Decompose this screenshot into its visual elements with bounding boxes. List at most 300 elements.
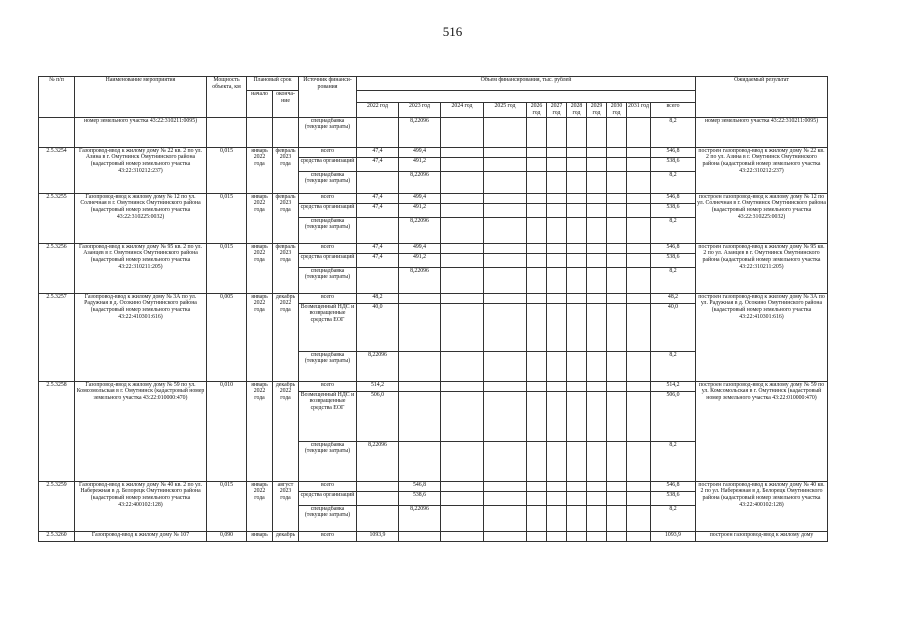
row-year-empty xyxy=(607,147,627,157)
row-name: Газопровод-ввод к жилому дому № 95 кв. 2 по ул. Азанцев в г. Омутнинск Омутнинского района (кадастровый номер земельного участка 43:22:310211:205) xyxy=(75,243,207,293)
row-year-empty xyxy=(587,147,607,157)
row-num: 2.5.3255 xyxy=(39,193,75,243)
row-num: 2.5.3257 xyxy=(39,293,75,381)
row-year-empty xyxy=(399,531,441,541)
row-year-empty xyxy=(607,531,627,541)
row-year-empty xyxy=(527,203,547,217)
row-year-empty xyxy=(441,381,484,391)
row-year-empty xyxy=(607,171,627,193)
continuation-row xyxy=(39,117,828,147)
row-power: 0,010 xyxy=(207,381,247,481)
row-total: 546,8 xyxy=(651,481,696,491)
row-name: Газопровод-ввод к жилому дому № 107 xyxy=(75,531,207,541)
row-year-empty xyxy=(567,193,587,203)
row-power: 0,015 xyxy=(207,243,247,293)
row-year-empty xyxy=(587,441,607,481)
row-year-empty xyxy=(441,505,484,531)
row-end: февраль 2023 года xyxy=(273,193,299,243)
row-year-empty xyxy=(627,157,651,171)
row-y2022: 8,22096 xyxy=(357,351,399,381)
row-name: Газопровод-ввод к жилому дому № 40 кв. 2 по ул. Набережная в д. Белорецк Омутнинского района (кадастровый номер земельного участка 43:22:400102:128) xyxy=(75,481,207,531)
row-y2022: 506,0 xyxy=(357,391,399,441)
row-year-empty xyxy=(527,267,547,293)
row-year-empty xyxy=(567,203,587,217)
table-row xyxy=(39,531,828,541)
row-year-empty xyxy=(441,193,484,203)
row-y2022: 47,4 xyxy=(357,193,399,203)
row-year-empty xyxy=(587,351,607,381)
row-year-empty xyxy=(527,441,547,481)
row-year-empty xyxy=(607,217,627,243)
row-year-empty xyxy=(627,481,651,491)
row-y2023: 546,8 xyxy=(399,481,441,491)
row-year-empty xyxy=(527,531,547,541)
row-y2022: 47,4 xyxy=(357,253,399,267)
row-num: 2.5.3254 xyxy=(39,147,75,193)
row-year-empty xyxy=(484,253,527,267)
row-end: август 2023 года xyxy=(273,481,299,531)
row-result: построен газопровод-ввод к жилому дому № 40 кв. 2 по ул. Набережная в д. Белорецк Омутнинского района (кадастровый номер земельного участка 43:22:400102:128) xyxy=(696,481,828,531)
row-name: Газопровод-ввод к жилому дому № 22 кв. 2 по ул. Азина в г. Омутнинск Омутнинского района (кадастровый номер земельного участка 43:22:310212:237) xyxy=(75,147,207,193)
row-year-empty xyxy=(441,391,484,441)
cont-y2023: 8,22096 xyxy=(399,117,441,147)
row-year-empty xyxy=(527,303,547,351)
row-year-empty xyxy=(587,267,607,293)
row-year-empty xyxy=(567,441,587,481)
row-y2022: 1093,9 xyxy=(357,531,399,541)
row-year-empty xyxy=(527,351,547,381)
row-year-empty xyxy=(607,203,627,217)
page-number: 516 xyxy=(442,24,463,39)
row-year-empty xyxy=(441,303,484,351)
row-total: 8,2 xyxy=(651,441,696,481)
row-num: 2.5.3259 xyxy=(39,481,75,531)
row-source: спецнадбавка (текущие затраты) xyxy=(299,267,357,293)
header-source: Источник финанси-рования xyxy=(299,77,357,118)
row-year-empty xyxy=(527,243,547,253)
row-y2023 xyxy=(399,293,441,303)
row-num: 2.5.3260 xyxy=(39,531,75,541)
header-row-1 xyxy=(39,77,828,91)
row-name: Газопровод-ввод к жилому дому № 59 по ул. Комсомольская в г. Омутнинск (кадастровый номер земельного участка 43:22:010000:470) xyxy=(75,381,207,481)
row-y2023 xyxy=(399,441,441,481)
row-year-empty xyxy=(627,381,651,391)
row-num: 2.5.3258 xyxy=(39,381,75,481)
row-year-empty xyxy=(527,491,547,505)
row-year-empty xyxy=(441,267,484,293)
row-year-empty xyxy=(567,157,587,171)
row-year-empty xyxy=(567,381,587,391)
row-year-empty xyxy=(587,391,607,441)
row-start: январь 2022 года xyxy=(247,293,273,381)
row-year-empty xyxy=(567,391,587,441)
table-row xyxy=(39,243,828,253)
row-year-empty xyxy=(567,491,587,505)
row-y2023: 8,22096 xyxy=(399,267,441,293)
row-year-empty xyxy=(484,147,527,157)
row-num: 2.5.3256 xyxy=(39,243,75,293)
table-row xyxy=(39,381,828,391)
table-row xyxy=(39,481,828,491)
row-y2022: 47,4 xyxy=(357,243,399,253)
row-year-empty xyxy=(547,253,567,267)
row-result: построен газопровод-ввод к жилому дому № 59 по ул. Комсомольская в г. Омутнинск (кадастровый номер земельного участка 43:22:010000:470) xyxy=(696,381,828,481)
row-y2023: 491,2 xyxy=(399,203,441,217)
row-year-empty xyxy=(587,481,607,491)
table-row xyxy=(39,193,828,203)
row-year-empty xyxy=(627,391,651,441)
header-year-6: 2028 год xyxy=(567,103,587,118)
row-year-empty xyxy=(527,147,547,157)
row-year-empty xyxy=(484,381,527,391)
header-term-end: оконча-ние xyxy=(273,91,299,118)
header-year-2: 2024 год xyxy=(441,103,484,118)
row-year-empty xyxy=(567,293,587,303)
header-year-7: 2029 год xyxy=(587,103,607,118)
row-year-empty xyxy=(441,217,484,243)
row-year-empty xyxy=(587,293,607,303)
cont-source: спецнадбавка (текущие затраты) xyxy=(299,117,357,147)
row-year-empty xyxy=(607,491,627,505)
row-source: средства организаций xyxy=(299,253,357,267)
row-year-empty xyxy=(547,147,567,157)
row-year-empty xyxy=(441,253,484,267)
row-source: спецнадбавка (текущие затраты) xyxy=(299,351,357,381)
row-year-empty xyxy=(607,157,627,171)
row-year-empty xyxy=(547,157,567,171)
row-source: всего xyxy=(299,147,357,157)
row-year-empty xyxy=(441,203,484,217)
row-year-empty xyxy=(547,203,567,217)
row-year-empty xyxy=(547,193,567,203)
row-start: январь 2022 года xyxy=(247,381,273,481)
row-year-empty xyxy=(441,171,484,193)
row-y2023: 491,2 xyxy=(399,157,441,171)
row-year-empty xyxy=(607,381,627,391)
row-year-empty xyxy=(484,303,527,351)
row-source: спецнадбавка (текущие затраты) xyxy=(299,217,357,243)
row-year-empty xyxy=(567,267,587,293)
row-start: январь 2022 года xyxy=(247,481,273,531)
row-year-empty xyxy=(547,293,567,303)
row-year-empty xyxy=(607,351,627,381)
row-year-empty xyxy=(587,203,607,217)
row-name: Газопровод-ввод к жилому дому № 12 по ул. Солнечная в г. Омутнинск Омутнинского района (кадастровый номер земельного участка 43:22:310225:0032) xyxy=(75,193,207,243)
row-year-empty xyxy=(547,351,567,381)
row-year-empty xyxy=(587,243,607,253)
row-y2022: 48,2 xyxy=(357,293,399,303)
row-y2022 xyxy=(357,491,399,505)
row-year-empty xyxy=(547,481,567,491)
row-year-empty xyxy=(547,491,567,505)
header-year-0: 2022 год xyxy=(357,103,399,118)
row-year-empty xyxy=(484,267,527,293)
row-year-empty xyxy=(484,203,527,217)
row-start: январь xyxy=(247,531,273,541)
row-year-empty xyxy=(607,505,627,531)
row-total: 546,8 xyxy=(651,147,696,157)
row-power: 0,015 xyxy=(207,147,247,193)
row-total: 48,2 xyxy=(651,293,696,303)
header-year-3: 2025 год xyxy=(484,103,527,118)
row-total: 514,2 xyxy=(651,381,696,391)
header-year-5: 2027 год xyxy=(547,103,567,118)
row-y2022 xyxy=(357,217,399,243)
header-year-4: 2026 год xyxy=(527,103,547,118)
row-year-empty xyxy=(484,531,527,541)
row-year-empty xyxy=(547,267,567,293)
row-year-empty xyxy=(484,293,527,303)
row-year-empty xyxy=(567,217,587,243)
row-year-empty xyxy=(527,381,547,391)
row-y2022: 8,22096 xyxy=(357,441,399,481)
row-year-empty xyxy=(527,193,547,203)
row-year-empty xyxy=(567,253,587,267)
row-source: всего xyxy=(299,243,357,253)
cont-name: номер земельного участка 43:22:310211:0095) xyxy=(75,117,207,147)
row-end: февраль 2023 года xyxy=(273,243,299,293)
row-year-empty xyxy=(484,481,527,491)
header-year-1: 2023 год xyxy=(399,103,441,118)
row-year-empty xyxy=(587,505,607,531)
row-y2022: 40,0 xyxy=(357,303,399,351)
row-year-empty xyxy=(607,293,627,303)
row-year-empty xyxy=(547,441,567,481)
row-year-empty xyxy=(527,505,547,531)
row-year-empty xyxy=(627,441,651,481)
row-y2023: 499,4 xyxy=(399,243,441,253)
header-term-start: начало xyxy=(247,91,273,118)
row-result: построен газопровод-ввод к жилому дому xyxy=(696,531,828,541)
row-year-empty xyxy=(607,253,627,267)
row-year-empty xyxy=(587,491,607,505)
row-year-empty xyxy=(547,171,567,193)
row-year-empty xyxy=(587,253,607,267)
row-year-empty xyxy=(587,381,607,391)
header-volume: Объем финансирования, тыс. рублей xyxy=(357,77,696,91)
row-total: 8,2 xyxy=(651,267,696,293)
row-source: всего xyxy=(299,293,357,303)
row-y2022 xyxy=(357,505,399,531)
row-result: построен газопровод-ввод к жилому дому № 3А по ул. Радужная в д. Осокино Омутнинского района (кадастровый номер земельного участка 43:22:410301:616) xyxy=(696,293,828,381)
row-year-empty xyxy=(627,531,651,541)
row-year-empty xyxy=(527,217,547,243)
row-year-empty xyxy=(607,303,627,351)
row-year-empty xyxy=(587,217,607,243)
cont-result: номер земельного участка 43:22:310211:0095) xyxy=(696,117,828,147)
row-total: 506,0 xyxy=(651,391,696,441)
row-year-empty xyxy=(607,481,627,491)
row-name: Газопровод-ввод к жилому дому № 3А по ул. Радужная в д. Осокино Омутнинского района (кадастровый номер земельного участка 43:22:410301:616) xyxy=(75,293,207,381)
row-year-empty xyxy=(484,171,527,193)
row-year-empty xyxy=(607,391,627,441)
row-year-empty xyxy=(527,157,547,171)
row-source: средства организаций xyxy=(299,157,357,171)
row-year-empty xyxy=(607,243,627,253)
row-end: февраль 2023 года xyxy=(273,147,299,193)
row-total: 546,8 xyxy=(651,243,696,253)
row-result: построен газопровод-ввод к жилому дому № 22 кв. 2 по ул. Азина в г. Омутнинск Омутнинского района (кадастровый номер земельного участка 43:22:310212:237) xyxy=(696,147,828,193)
row-result: построен газопровод-ввод к жилому дому № 95 кв. 2 по ул. Азанцев в г. Омутнинск Омутнинского района (кадастровый номер земельного участка 43:22:310211:205) xyxy=(696,243,828,293)
row-result: построен газопровод-ввод к жилому дому № 12 по ул. Солнечная в г. Омутнинск Омутнинского района (кадастровый номер земельного участка 43:22:310225:0032) xyxy=(696,193,828,243)
row-source: спецнадбавка (текущие затраты) xyxy=(299,171,357,193)
row-year-empty xyxy=(484,157,527,171)
row-source: всего xyxy=(299,193,357,203)
row-total: 8,2 xyxy=(651,351,696,381)
row-year-empty xyxy=(484,217,527,243)
row-end: декабрь 2022 года xyxy=(273,381,299,481)
row-year-empty xyxy=(627,203,651,217)
row-year-empty xyxy=(627,147,651,157)
row-source: Возмещенный НДС и возвращенные средства ЕОГ xyxy=(299,303,357,351)
row-total: 8,2 xyxy=(651,505,696,531)
row-year-empty xyxy=(587,157,607,171)
row-year-empty xyxy=(527,481,547,491)
row-year-empty xyxy=(441,481,484,491)
row-power: 0,005 xyxy=(207,293,247,381)
row-year-empty xyxy=(587,171,607,193)
row-year-empty xyxy=(441,491,484,505)
row-year-empty xyxy=(484,193,527,203)
row-source: спецнадбавка (текущие затраты) xyxy=(299,505,357,531)
row-year-empty xyxy=(567,303,587,351)
row-year-empty xyxy=(627,253,651,267)
row-year-empty xyxy=(587,531,607,541)
row-source: Возмещенный НДС и возвращенные средства ЕОГ xyxy=(299,391,357,441)
row-total: 538,6 xyxy=(651,491,696,505)
row-year-empty xyxy=(567,243,587,253)
row-year-empty xyxy=(441,293,484,303)
row-year-empty xyxy=(484,351,527,381)
row-year-empty xyxy=(441,441,484,481)
row-total: 8,2 xyxy=(651,217,696,243)
row-year-empty xyxy=(627,193,651,203)
row-year-empty xyxy=(567,481,587,491)
row-y2022 xyxy=(357,481,399,491)
row-y2023: 499,4 xyxy=(399,193,441,203)
row-power: 0,090 xyxy=(207,531,247,541)
row-y2023 xyxy=(399,391,441,441)
row-y2022 xyxy=(357,171,399,193)
row-y2023: 8,22096 xyxy=(399,171,441,193)
row-year-empty xyxy=(484,243,527,253)
row-year-empty xyxy=(627,171,651,193)
row-year-empty xyxy=(607,267,627,293)
row-end: декабрь xyxy=(273,531,299,541)
row-year-empty xyxy=(441,157,484,171)
row-y2022: 47,4 xyxy=(357,147,399,157)
row-year-empty xyxy=(441,351,484,381)
row-year-empty xyxy=(567,531,587,541)
header-year-8: 2030 год xyxy=(607,103,627,118)
row-total: 538,6 xyxy=(651,253,696,267)
row-year-empty xyxy=(484,391,527,441)
row-total: 538,6 xyxy=(651,157,696,171)
row-year-empty xyxy=(567,351,587,381)
row-year-empty xyxy=(627,303,651,351)
row-year-empty xyxy=(547,217,567,243)
row-year-empty xyxy=(627,491,651,505)
row-year-empty xyxy=(484,441,527,481)
row-y2023: 538,6 xyxy=(399,491,441,505)
row-year-empty xyxy=(547,243,567,253)
row-end: декабрь 2022 года xyxy=(273,293,299,381)
row-year-empty xyxy=(547,303,567,351)
row-year-empty xyxy=(441,243,484,253)
row-year-empty xyxy=(587,193,607,203)
header-year-9: 2031 год xyxy=(627,103,651,118)
row-y2023: 499,4 xyxy=(399,147,441,157)
row-source: всего xyxy=(299,531,357,541)
row-y2023 xyxy=(399,381,441,391)
row-year-empty xyxy=(547,531,567,541)
row-year-empty xyxy=(527,171,547,193)
row-year-empty xyxy=(441,531,484,541)
row-year-empty xyxy=(627,351,651,381)
row-year-empty xyxy=(627,243,651,253)
row-year-empty xyxy=(607,441,627,481)
row-y2023 xyxy=(399,351,441,381)
financing-table xyxy=(38,76,828,542)
row-y2023: 491,2 xyxy=(399,253,441,267)
row-year-empty xyxy=(587,303,607,351)
row-year-empty xyxy=(527,293,547,303)
row-year-empty xyxy=(527,391,547,441)
header-result: Ожидаемый результат xyxy=(696,77,828,118)
header-term: Плановый срок xyxy=(247,77,299,91)
row-y2022: 47,4 xyxy=(357,157,399,171)
row-year-empty xyxy=(547,381,567,391)
table-row xyxy=(39,293,828,303)
row-source: всего xyxy=(299,481,357,491)
row-y2023 xyxy=(399,303,441,351)
row-year-empty xyxy=(547,505,567,531)
row-total: 1093,9 xyxy=(651,531,696,541)
row-start: январь 2022 года xyxy=(247,147,273,193)
row-total: 546,8 xyxy=(651,193,696,203)
row-year-empty xyxy=(607,193,627,203)
row-year-empty xyxy=(527,253,547,267)
row-year-empty xyxy=(627,217,651,243)
row-year-empty xyxy=(627,505,651,531)
row-power: 0,015 xyxy=(207,481,247,531)
row-y2023: 8,22096 xyxy=(399,505,441,531)
row-y2022: 47,4 xyxy=(357,203,399,217)
row-source: спецнадбавка (текущие затраты) xyxy=(299,441,357,481)
row-start: январь 2022 года xyxy=(247,193,273,243)
row-total: 40,0 xyxy=(651,303,696,351)
header-name: Наименование мероприятия xyxy=(75,77,207,118)
row-year-empty xyxy=(441,147,484,157)
row-start: январь 2022 года xyxy=(247,243,273,293)
row-year-empty xyxy=(567,147,587,157)
row-y2022: 514,2 xyxy=(357,381,399,391)
row-year-empty xyxy=(547,391,567,441)
header-num: № п/п xyxy=(39,77,75,118)
row-source: всего xyxy=(299,381,357,391)
table-row xyxy=(39,147,828,157)
row-year-empty xyxy=(627,293,651,303)
row-total: 8,2 xyxy=(651,171,696,193)
row-y2023: 8,22096 xyxy=(399,217,441,243)
row-year-empty xyxy=(567,171,587,193)
row-year-empty xyxy=(627,267,651,293)
header-power: Мощность объекта, км xyxy=(207,77,247,118)
row-y2022 xyxy=(357,267,399,293)
row-power: 0,015 xyxy=(207,193,247,243)
row-year-empty xyxy=(484,505,527,531)
row-source: средства организаций xyxy=(299,203,357,217)
